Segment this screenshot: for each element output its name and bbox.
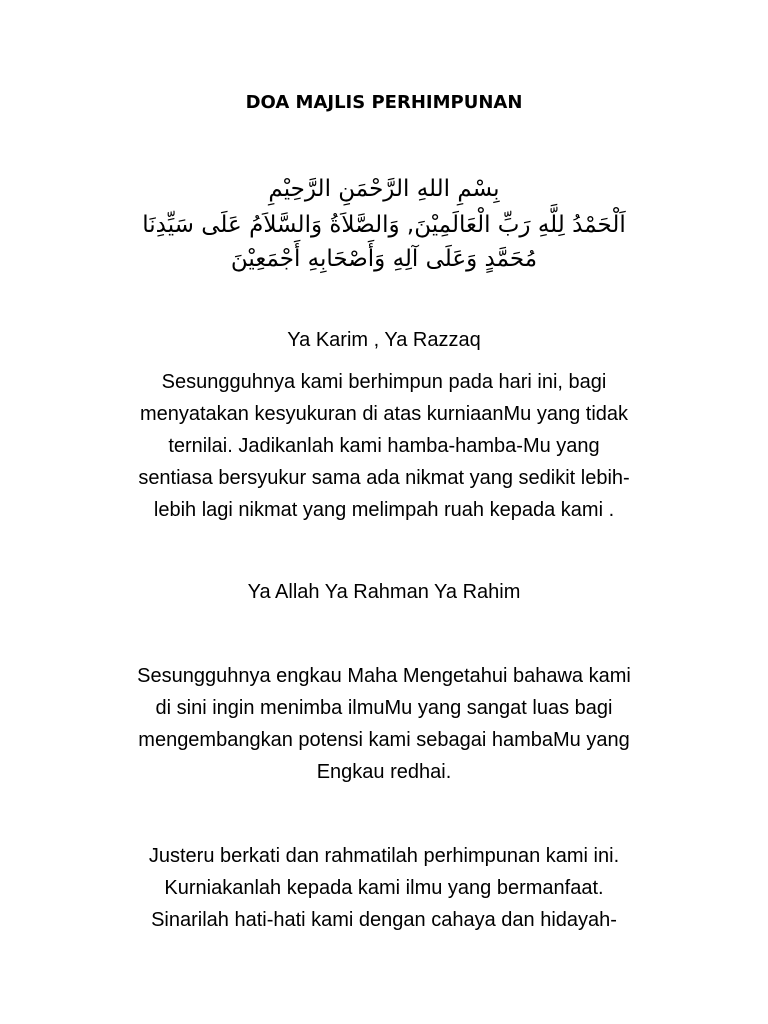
- invocation-line: Ya Allah Ya Rahman Ya Rahim: [247, 581, 521, 603]
- paragraph-line: Sesungguhnya kami berhimpun pada hari ini, bagi: [161, 371, 607, 393]
- arabic-line-salawat: مُحَمَّدٍ وَعَلَى آلِهِ وَأَصْحَابِهِ أَجْمَعِيْنَ: [230, 246, 538, 272]
- paragraph-line: Justeru berkati dan rahmatilah perhimpunan kami ini.: [148, 845, 620, 867]
- paragraph-line: Engkau redhai.: [316, 761, 452, 783]
- paragraph-line: sentiasa bersyukur sama ada nikmat yang sedikit lebih-: [138, 467, 630, 489]
- paragraph-line: Kurniakanlah kepada kami ilmu yang bermanfaat.: [164, 877, 604, 899]
- paragraph-line: Sesungguhnya engkau Maha Mengetahui bahawa kami: [137, 665, 631, 687]
- paragraph-line: di sini ingin menimba ilmuMu yang sangat luas bagi: [155, 697, 613, 719]
- paragraph-line: menyatakan kesyukuran di atas kurniaanMu yang tidak: [139, 403, 629, 425]
- paragraph-line: Sinarilah hati-hati kami dengan cahaya dan hidayah-: [151, 909, 617, 931]
- paragraph-line: mengembangkan potensi kami sebagai hambaMu yang: [138, 729, 630, 751]
- paragraph-line: lebih lagi nikmat yang melimpah ruah kepada kami .: [153, 499, 615, 521]
- invocation-line: Ya Karim , Ya Razzaq: [287, 329, 481, 351]
- arabic-line-hamdalah: اَلْحَمْدُ لِلَّهِ رَبِّ الْعَالَمِيْنَ, وَالصَّلاَةُ وَالسَّلاَمُ عَلَى سَيِّدِنَا: [142, 212, 626, 238]
- paragraph-line: ternilai. Jadikanlah kami hamba-hamba-Mu yang: [168, 435, 600, 457]
- document-title: DOA MAJLIS PERHIMPUNAN: [245, 92, 523, 113]
- arabic-line-basmalah: بِسْمِ اللهِ الرَّحْمَنِ الرَّحِيْمِ: [268, 176, 500, 202]
